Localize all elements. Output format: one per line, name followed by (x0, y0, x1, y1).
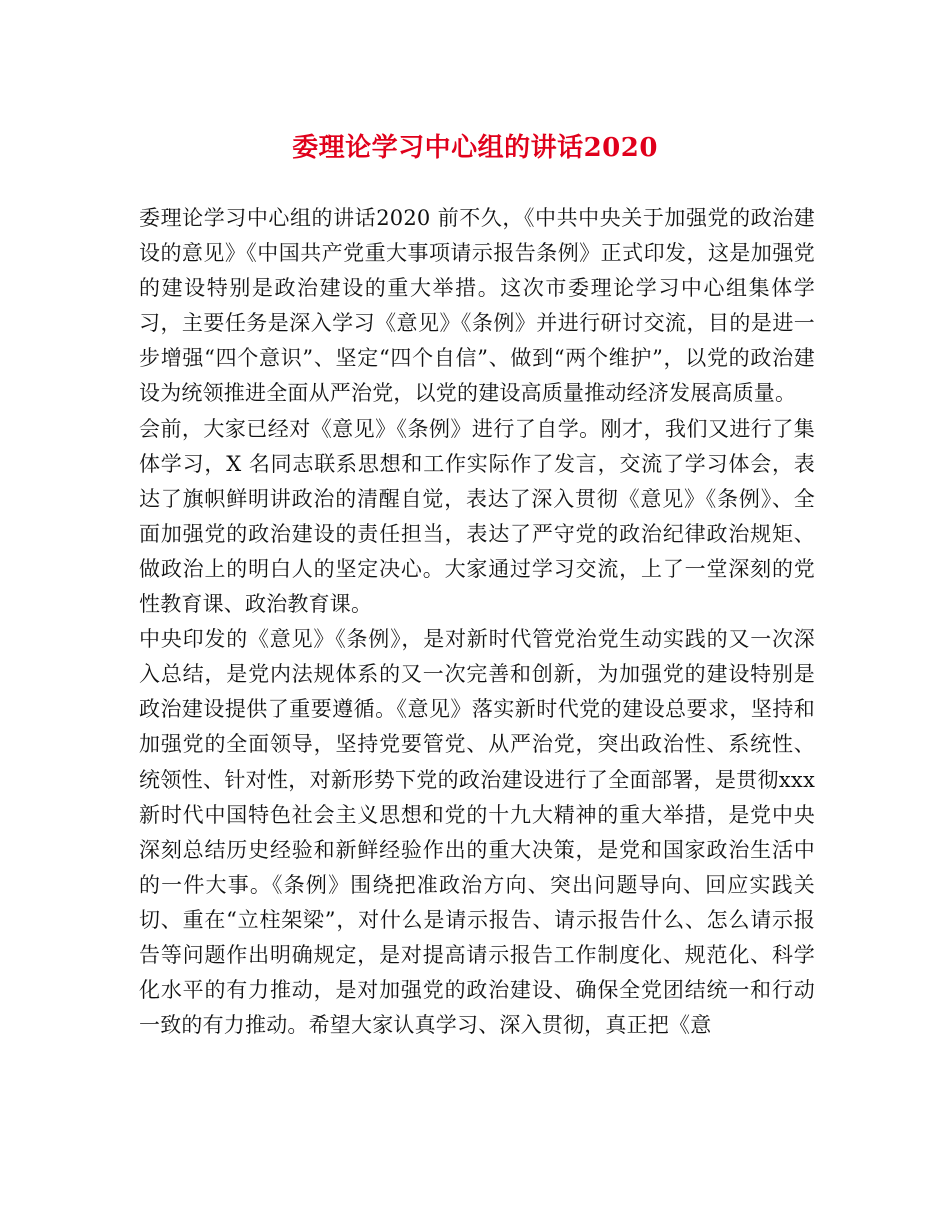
document-body (139, 201, 815, 1043)
document-title: 委理论学习中心组的讲话2020 (292, 133, 658, 163)
paragraph-1: 委理论学习中心组的讲话2020 前不久，《中共中央关于加强党的政治建设的意见》《中国共产党重大事项请示报告条例》正式印发，这是加强党的建设特别是政治建设的重大举措。这次市委理论学习中心组集体学习，主要任务是深入学习《意见》《条例》并进行研讨交流，目的是进一步增强“四个意识”、坚定“四个自信”、做到“两个维护”，以党的政治建设为统领推进全面从严治党，以党的建设高质量推动经济发展高质量。 (139, 206, 815, 406)
paragraph-3: 中央印发的《意见》《条例》，是对新时代管党治党生动实践的又一次深入总结，是党内法规体系的又一次完善和创新，为加强党的建设特别是政治建设提供了重要遵循。《意见》落实新时代党的建设总要求，坚持和加强党的全面领导，坚持党要管党、从严治党，突出政治性、系统性、统领性、针对性，对新形势下党的政治建设进行了全面部署，是贯彻xxx新时代中国特色社会主义思想和党的十九大精神的重大举措，是党中央深刻总结历史经验和新鲜经验作出的重大决策，是党和国家政治生活中的一件大事。《条例》围绕把准政治方向、突出问题导向、回应实践关切、重在“立柱架梁”，对什么是请示报告、请示报告什么、怎么请示报告等问题作出明确规定，是对提高请示报告工作制度化、规范化、科学化水平的有力推动，是对加强党的政治建设、确保全党团结统一和行动一致的有力推动。希望大家认真学习、深入贯彻，真正把《意 (139, 627, 815, 1038)
paragraph-2: 会前，大家已经对《意见》《条例》进行了自学。刚才，我们又进行了集体学习，X 名同志联系思想和工作实际作了发言，交流了学习体会，表达了旗帜鲜明讲政治的清醒自觉，表达了深入贯彻《意见》《条例》、全面加强党的政治建设的责任担当，表达了严守党的政治纪律政治规矩、做政治上的明白人的坚定决心。大家通过学习交流，上了一堂深刻的党性教育课、政治教育课。 (139, 416, 815, 617)
